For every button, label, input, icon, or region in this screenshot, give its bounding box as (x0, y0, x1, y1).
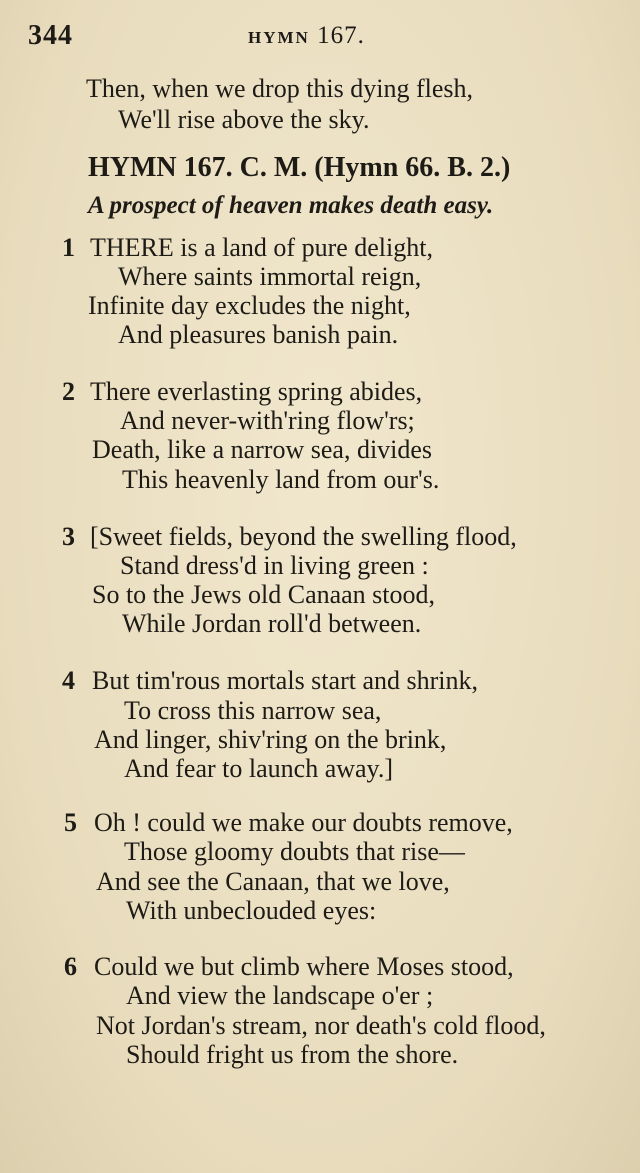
running-head (248, 22, 365, 50)
stanza-number: 1 (62, 233, 75, 262)
stanza-line: Oh ! could we make our doubts remove, (94, 808, 513, 837)
prev-ending-line-2: We'll rise above the sky. (118, 105, 370, 134)
prev-ending-line-1: Then, when we drop this dying flesh, (86, 74, 474, 103)
stanza-number: 4 (62, 666, 75, 695)
stanza-line: While Jordan roll'd between. (122, 609, 422, 638)
stanza-number: 5 (64, 808, 77, 837)
stanza-line: THERE is a land of pure delight, (90, 233, 433, 262)
stanza-line: But tim'rous mortals start and shrink, (92, 666, 478, 695)
running-head-number: 167. (317, 22, 365, 49)
running-head-word: HYMN (248, 28, 310, 47)
stanza-number: 2 (62, 377, 75, 406)
stanza-number: 6 (64, 952, 77, 981)
stanza-line: And never-with'ring flow'rs; (120, 406, 415, 435)
stanza-line: And pleasures banish pain. (118, 320, 399, 349)
stanza-line: Not Jordan's stream, nor death's cold flood, (96, 1011, 546, 1040)
stanza-line: And fear to launch away.] (124, 754, 394, 783)
stanza-line: So to the Jews old Canaan stood, (92, 580, 436, 609)
stanza-line: Those gloomy doubts that rise— (124, 837, 465, 866)
hymn-title: HYMN 167. C. M. (Hymn 66. B. 2.) (88, 152, 511, 183)
stanza-line: And view the landscape o'er ; (126, 981, 434, 1010)
stanza-line: Should fright us from the shore. (126, 1040, 459, 1069)
stanza-line: Could we but climb where Moses stood, (94, 952, 514, 981)
page-number: 344 (28, 20, 73, 51)
stanza-line: To cross this narrow sea, (124, 696, 382, 725)
stanza-line: And see the Canaan, that we love, (96, 867, 450, 896)
stanza-line: Where saints immortal reign, (118, 262, 422, 291)
stanza-line: With unbeclouded eyes: (126, 896, 377, 925)
hymn-subtitle: A prospect of heaven makes death easy. (88, 192, 494, 219)
stanza-line: This heavenly land from our's. (122, 465, 440, 494)
stanza-line: Infinite day excludes the night, (88, 291, 411, 320)
stanza-number: 3 (62, 522, 75, 551)
stanza-line: [Sweet fields, beyond the swelling flood, (90, 522, 517, 551)
stanza-line: Stand dress'd in living green : (120, 551, 429, 580)
stanza-line: And linger, shiv'ring on the brink, (94, 725, 447, 754)
stanza-line: Death, like a narrow sea, divides (92, 435, 433, 464)
stanza-line: There everlasting spring abides, (90, 377, 423, 406)
page-header (0, 20, 640, 56)
